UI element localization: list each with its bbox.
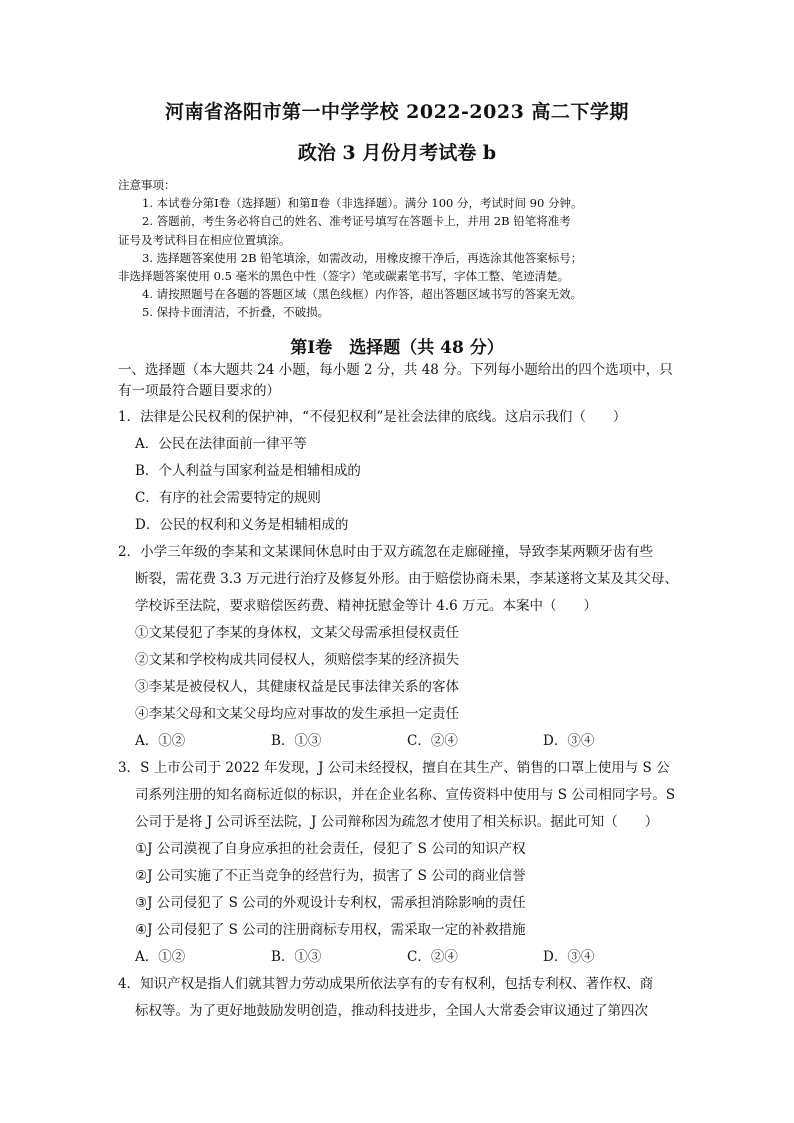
question-stem: 3．S 上市公司于 2022 年发现，J 公司未经授权，擅自在其生产、销售的口罩上使用与 S 公 bbox=[118, 760, 670, 776]
instruction-line: 有一项最符合题目要求的） bbox=[118, 383, 280, 399]
option-a: A．公民在法律面前一律平等 bbox=[135, 436, 307, 452]
section-instruction bbox=[118, 360, 698, 402]
question-2 bbox=[118, 539, 698, 755]
note-line: 1. 本试卷分第Ⅰ卷（选择题）和第Ⅱ卷（非选择题）。满分 100 分，考试时间 90 分钟。 bbox=[142, 196, 583, 211]
note-line: 证号及考试科目在相应位置填涂。 bbox=[118, 232, 291, 247]
note-line: 4. 请按照题号在各题的答题区域（黑色线框）内作答，超出答题区域书写的答案无效。 bbox=[142, 287, 583, 302]
question-stem: 1．法律是公民权利的保护神，“不侵犯权利”是社会法律的底线。这启示我们（ ） bbox=[118, 409, 627, 425]
option-c: C．有序的社会需要特定的规则 bbox=[135, 490, 321, 506]
statement-1: ①文某侵犯了李某的身体权，文某父母需承担侵权责任 bbox=[135, 625, 459, 641]
choice-c: C．②④ bbox=[407, 733, 458, 749]
section-title: 第Ⅰ卷 选择题（共 48 分） bbox=[290, 338, 504, 358]
note-line: 3. 选择题答案使用 2B 铅笔填涂，如需改动，用橡皮擦干净后，再选涂其他答案标号； bbox=[142, 250, 583, 265]
choice-b: B．①③ bbox=[271, 733, 322, 749]
notes-heading: 注意事项： bbox=[118, 178, 176, 192]
statement-1: ①J 公司漠视了自身应承担的社会责任，侵犯了 S 公司的知识产权 bbox=[135, 841, 526, 857]
choice-a: A．①② bbox=[135, 733, 186, 749]
exam-title-line2: 政治 3 月份月考试卷 b bbox=[297, 142, 497, 164]
choice-row bbox=[118, 944, 698, 971]
choice-row bbox=[118, 728, 698, 755]
question-4 bbox=[118, 971, 698, 1025]
statement-4: ④李某父母和文某父母均应对事故的发生承担一定责任 bbox=[135, 706, 459, 722]
choice-d: D．③④ bbox=[543, 733, 595, 749]
question-3 bbox=[118, 755, 698, 971]
question-stem: 4．知识产权是指人们就其智力劳动成果所依法享有的专有权利，包括专利权、著作权、商 bbox=[118, 976, 654, 992]
note-line: 非选择题答案使用 0.5 毫米的黑色中性（签字）笔或碳素笔书写，字体工整、笔迹清楚。 bbox=[118, 269, 570, 284]
question-stem-cont: 学校诉至法院，要求赔偿医药费、精神抚慰金等计 4.6 万元。本案中（ ） bbox=[135, 598, 598, 614]
statement-2: ②J 公司实施了不正当竞争的经营行为，损害了 S 公司的商业信誉 bbox=[135, 868, 526, 884]
choice-b: B．①③ bbox=[271, 949, 322, 965]
notes-block bbox=[118, 176, 698, 322]
question-stem-cont: 标权等。为了更好地鼓励发明创造，推动科技进步，全国人大常委会审议通过了第四次 bbox=[135, 1003, 648, 1019]
option-b: B．个人利益与国家利益是相辅相成的 bbox=[135, 463, 361, 479]
note-line: 2. 答题前，考生务必将自己的姓名、准考证号填写在答题卡上，并用 2B 铅笔将准考 bbox=[142, 214, 571, 229]
question-stem-cont: 司系列注册的知名商标近似的标识，并在企业名称、宣传资料中使用与 S 公司相同字号。S bbox=[135, 787, 676, 803]
questions-body bbox=[118, 360, 698, 1025]
statement-3: ③J 公司侵犯了 S 公司的外观设计专利权，需承担消除影响的责任 bbox=[135, 895, 526, 911]
choice-d: D．③④ bbox=[543, 949, 595, 965]
exam-title-line1: 河南省洛阳市第一中学学校 2022-2023 高二下学期 bbox=[165, 101, 629, 123]
option-d: D．公民的权利和义务是相辅相成的 bbox=[135, 517, 349, 533]
statement-3: ③李某是被侵权人，其健康权益是民事法律关系的客体 bbox=[135, 679, 459, 695]
note-line: 5. 保持卡面清洁，不折叠，不破损。 bbox=[142, 305, 330, 320]
choice-a: A．①② bbox=[135, 949, 186, 965]
choice-c: C．②④ bbox=[407, 949, 458, 965]
question-1 bbox=[118, 404, 698, 539]
question-stem-cont: 公司于是将 J 公司诉至法院，J 公司辩称因为疏忽才使用了相关标识。据此可知（ ） bbox=[135, 814, 659, 830]
statement-2: ②文某和学校构成共同侵权人，须赔偿李某的经济损失 bbox=[135, 652, 459, 668]
question-stem: 2．小学三年级的李某和文某课间休息时由于双方疏忽在走廊碰撞，导致李某两颗牙齿有些 bbox=[118, 544, 654, 560]
statement-4: ④J 公司侵犯了 S 公司的注册商标专用权，需采取一定的补救措施 bbox=[135, 922, 526, 938]
question-stem-cont: 断裂，需花费 3.3 万元进行治疗及修复外形。由于赔偿协商未果，李某遂将文某及其父母、 bbox=[135, 571, 679, 587]
instruction-line: 一、选择题（本大题共 24 小题，每小题 2 分，共 48 分。下列每小题给出的四个选项中，只 bbox=[118, 362, 673, 378]
